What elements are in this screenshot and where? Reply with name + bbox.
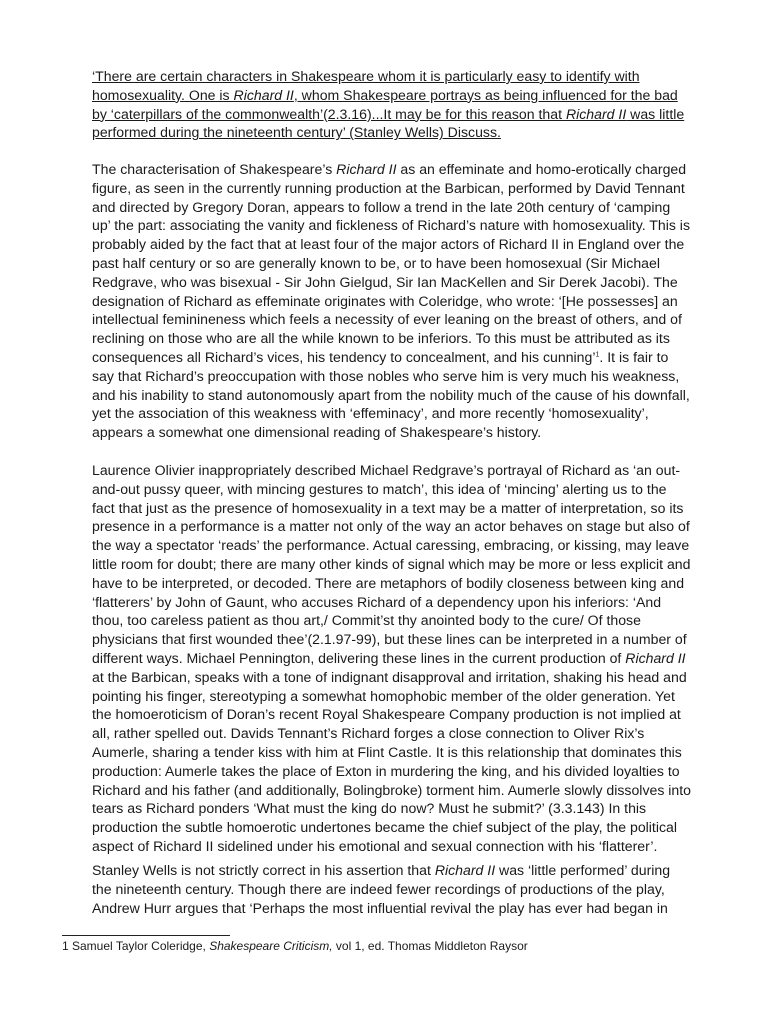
- paragraph-2: [92, 461, 712, 856]
- footnote-reference: 1: [595, 351, 600, 359]
- text-line: have to be interpreted, or decoded. There are metaphors of bodily closeness between king and: [92, 574, 685, 591]
- italic-title: Richard II: [434, 862, 496, 878]
- text-line: and-out pussy queer, with mincing gestures to match’, this idea of ‘mincing’ alerting us to the: [92, 480, 667, 497]
- text-line: the nineteenth century. Though there are indeed fewer recordings of productions of the play,: [92, 880, 665, 897]
- text-line: the homoeroticism of Doran’s recent Royal Shakespeare Company production is not implied at: [92, 706, 681, 723]
- text-line: little room for doubt; there are many other kinds of signal which may be more or less explicit and: [92, 555, 691, 572]
- text-line: the way a spectator ‘reads’ the performance. Actual caressing, embracing, or kissing, may leave: [92, 537, 690, 554]
- text-line: and his inability to stand autonomously apart from the nobility much of the cause of his downfall,: [92, 386, 690, 403]
- text-line: appears a somewhat one dimensional reading of Shakespeare’s history.: [92, 424, 542, 441]
- text-line: 1 Samuel Taylor Coleridge, Shakespeare Criticism, vol 1, ed. Thomas Middleton Raysor: [62, 939, 528, 953]
- italic-title: Richard II: [565, 105, 627, 122]
- text-line: Andrew Hurr argues that ‘Perhaps the most influential revival the play has ever had began in: [92, 899, 668, 916]
- text-line: tears as Richard ponders ‘What must the king do now? Must he submit?’ (3.3.143) In this: [92, 800, 647, 817]
- text-line: homosexuality. One is Richard II, whom Shakespeare portrays as being influenced for the bad: [92, 86, 678, 103]
- text-line: consequences all Richard’s vices, his tendency to concealment, and his cunning’$^1$. It is fair to: [92, 348, 669, 365]
- text-line: Aumerle, sharing a tender kiss with him at Flint Castle. It is this relationship that dominates this: [92, 743, 682, 760]
- text-line: production: Aumerle takes the place of Exton in murdering the king, and his divided loyalties to: [92, 762, 680, 779]
- italic-title: Richard II: [233, 86, 294, 103]
- paragraph-3: [92, 861, 712, 917]
- text-line: designation of Richard as effeminate originates with Coleridge, who wrote: ‘[He possesses] an: [92, 292, 678, 309]
- text-line: and directed by Gregory Doran, appears to follow a trend in the late 20th century of ‘camping: [92, 198, 671, 215]
- text-line: by ‘caterpillars of the commonwealth’(2.3.16)...It may be for this reason that Richard II was little: [92, 105, 685, 122]
- text-line: Redgrave, who was bisexual - Sir John Gielgud, Sir Ian MacKellen and Sir Derek Jacobi). The: [92, 273, 678, 290]
- italic-title: Shakespeare Criticism,: [209, 939, 333, 953]
- text-line: Stanley Wells is not strictly correct in his assertion that Richard II was ‘little performed’ during: [92, 862, 671, 878]
- text-line: production the subtle homoerotic undertones became the chief subject of the play, the political: [92, 819, 677, 836]
- text-line: thou, too careless patient as thou art,/ Commit’st thy anointed body to the cure/ Of those: [92, 612, 641, 629]
- text-line: different ways. Michael Pennington, delivering these lines in the current production of Richard II: [92, 649, 686, 666]
- text-line: past half century or so are generally known to be, or to have been homosexual (Sir Michael: [92, 254, 660, 271]
- essay-question: [92, 67, 712, 142]
- text-line: figure, as seen in the currently running production at the Barbican, performed by David Tennant: [92, 179, 685, 196]
- text-line: ‘There are certain characters in Shakespeare whom it is particularly easy to identify with: [92, 68, 640, 84]
- text-line: at the Barbican, speaks with a tone of indignant disapproval and irritation, shaking his head and: [92, 668, 687, 685]
- text-line: Richard and his father (and additionally, Bolingbroke) torment him. Aumerle slowly dissolves into: [92, 781, 692, 798]
- paragraph-1: [92, 160, 712, 442]
- text-line: pointing his finger, stereotyping a somewhat homophobic member of the older generation. Yet: [92, 687, 675, 704]
- footnote-separator: [62, 935, 230, 936]
- text-line: intellectual feminineness which feels a necessity of ever leaning on the breast of others, and of: [92, 311, 682, 328]
- text-line: say that Richard’s preoccupation with those nobles who serve him is very much his weakness,: [92, 367, 680, 384]
- text-line: ‘flatterers’ by John of Gaunt, who accuses Richard of a dependency upon his inferiors: ‘And: [92, 593, 662, 610]
- text-line: presence in a performance is a matter not only of the way an actor behaves on stage but also of: [92, 518, 690, 535]
- text-line: performed during the nineteenth century’ (Stanley Wells) Discuss.: [92, 124, 501, 141]
- text-line: The characterisation of Shakespeare’s Richard II as an effeminate and homo-erotically charged: [92, 161, 687, 177]
- text-line: Laurence Olivier inappropriately described Michael Redgrave’s portrayal of Richard as ‘an out-: [92, 462, 681, 478]
- text-line: probably aided by the fact that at least four of the major actors of Richard II in England over the: [92, 236, 685, 253]
- text-line: aspect of Richard II sidelined under his emotional and sexual connection with his ‘flatterer’.: [92, 837, 658, 854]
- italic-title: Richard II: [625, 649, 686, 666]
- text-line: fact that just as the presence of homosexuality in a text may be a matter of interpretation, so its: [92, 499, 684, 516]
- text-line: reclining on those who are all the while known to be inferiors. To this must be attributed as its: [92, 330, 670, 347]
- text-line: up’ the part: associating the vanity and fickleness of Richard’s nature with homosexuality. This is: [92, 217, 690, 234]
- text-line: yet the association of this weakness with ‘effeminacy’, and more recently ‘homosexuality’,: [92, 405, 649, 422]
- text-line: physicians that first wounded thee’(2.1.97-99), but these lines can be interpreted in a number of: [92, 631, 687, 648]
- italic-title: Richard II: [336, 161, 397, 177]
- text-line: all, rather spelled out. Davids Tennant’s Richard forges a close connection to Oliver Rix’s: [92, 725, 645, 742]
- footnote: [62, 939, 528, 954]
